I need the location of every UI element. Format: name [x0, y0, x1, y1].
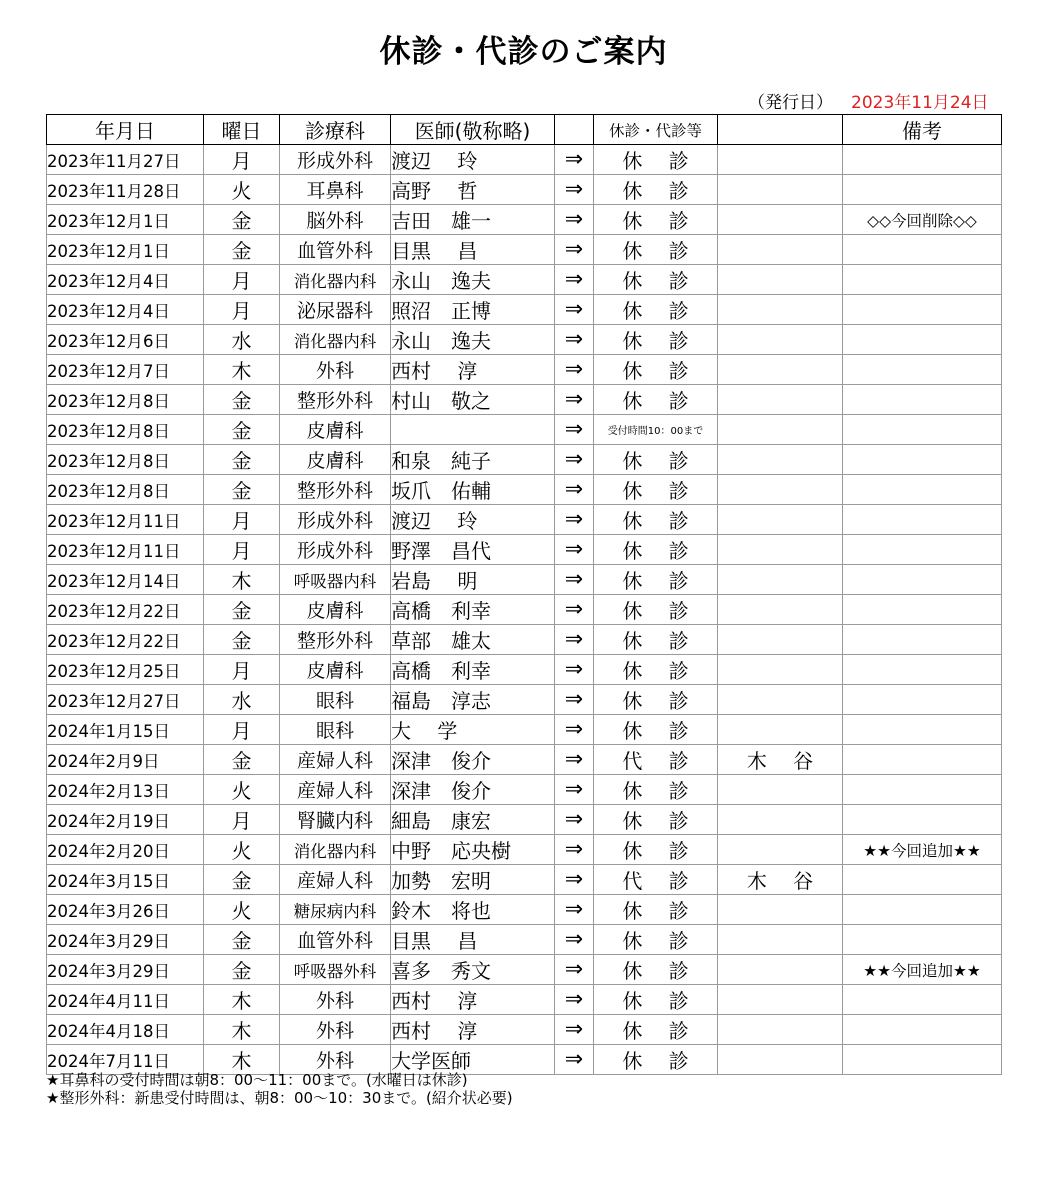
table-row — [47, 385, 1002, 415]
row-date: 2023年12月1日 — [47, 235, 204, 265]
row-remarks — [843, 235, 1002, 265]
table-row — [47, 775, 1002, 805]
row-arrow-icon: ⇒ — [555, 445, 594, 475]
row-department: 形成外科 — [280, 535, 391, 565]
row-status: 休 診 — [594, 355, 718, 385]
row-day: 火 — [204, 775, 280, 805]
row-substitute — [718, 565, 843, 595]
row-day: 金 — [204, 385, 280, 415]
row-status: 代 診 — [594, 745, 718, 775]
table-row — [47, 865, 1002, 895]
row-substitute — [718, 325, 843, 355]
row-arrow-icon: ⇒ — [555, 565, 594, 595]
row-department: 皮膚科 — [280, 415, 391, 445]
table-row — [47, 145, 1002, 175]
row-doctor: 細島 康宏 — [391, 805, 555, 835]
row-doctor: 高橋 利幸 — [391, 655, 555, 685]
row-status: 休 診 — [594, 325, 718, 355]
row-remarks — [843, 415, 1002, 445]
table-row — [47, 415, 1002, 445]
row-substitute — [718, 835, 843, 865]
row-doctor: 照沼 正博 — [391, 295, 555, 325]
row-remarks — [843, 925, 1002, 955]
row-day: 金 — [204, 745, 280, 775]
row-status: 休 診 — [594, 265, 718, 295]
row-substitute — [718, 385, 843, 415]
row-substitute — [718, 625, 843, 655]
row-status: 休 診 — [594, 625, 718, 655]
row-substitute — [718, 955, 843, 985]
row-day: 月 — [204, 805, 280, 835]
table-row — [47, 835, 1002, 865]
row-day: 火 — [204, 835, 280, 865]
issue-date: 2023年11月24日 — [851, 93, 989, 113]
row-status: 休 診 — [594, 1015, 718, 1045]
row-arrow-icon: ⇒ — [555, 865, 594, 895]
row-arrow-icon: ⇒ — [555, 655, 594, 685]
row-status: 休 診 — [594, 145, 718, 175]
row-substitute — [718, 655, 843, 685]
row-remarks — [843, 595, 1002, 625]
row-doctor: 草部 雄太 — [391, 625, 555, 655]
row-remarks — [843, 865, 1002, 895]
row-remarks — [843, 355, 1002, 385]
row-substitute — [718, 895, 843, 925]
row-arrow-icon: ⇒ — [555, 235, 594, 265]
row-remarks: ★★今回追加★★ — [843, 955, 1002, 985]
row-date: 2024年4月18日 — [47, 1015, 204, 1045]
row-department: 血管外科 — [280, 235, 391, 265]
row-arrow-icon: ⇒ — [555, 745, 594, 775]
row-status: 休 診 — [594, 235, 718, 265]
row-arrow-icon: ⇒ — [555, 715, 594, 745]
row-substitute — [718, 1045, 843, 1075]
row-remarks — [843, 445, 1002, 475]
row-department: 外科 — [280, 985, 391, 1015]
row-doctor: 永山 逸夫 — [391, 265, 555, 295]
row-date: 2023年12月8日 — [47, 475, 204, 505]
row-doctor: 和泉 純子 — [391, 445, 555, 475]
row-date: 2023年12月14日 — [47, 565, 204, 595]
row-date: 2023年12月6日 — [47, 325, 204, 355]
row-department: 産婦人科 — [280, 865, 391, 895]
row-status: 休 診 — [594, 475, 718, 505]
row-department: 呼吸器外科 — [280, 955, 391, 985]
row-doctor: 渡辺 玲 — [391, 145, 555, 175]
table-row — [47, 955, 1002, 985]
row-remarks — [843, 1015, 1002, 1045]
header-status: 休診・代診等 — [594, 115, 718, 145]
row-doctor: 大学医師 — [391, 1045, 555, 1075]
footer-note: ★整形外科：新患受付時間は、朝8：00～10：30まで。(紹介状必要) — [46, 1089, 513, 1107]
row-doctor: 村山 敬之 — [391, 385, 555, 415]
row-arrow-icon: ⇒ — [555, 685, 594, 715]
row-substitute — [718, 415, 843, 445]
page-title: 休診・代診のご案内 — [379, 34, 668, 70]
row-remarks — [843, 685, 1002, 715]
row-day: 木 — [204, 1015, 280, 1045]
row-department: 消化器内科 — [280, 265, 391, 295]
row-remarks — [843, 295, 1002, 325]
row-department: 糖尿病内科 — [280, 895, 391, 925]
row-department: 泌尿器科 — [280, 295, 391, 325]
row-arrow-icon: ⇒ — [555, 355, 594, 385]
row-day: 金 — [204, 475, 280, 505]
row-substitute — [718, 295, 843, 325]
row-substitute — [718, 715, 843, 745]
row-date: 2023年11月27日 — [47, 145, 204, 175]
row-substitute: 木 谷 — [718, 865, 843, 895]
row-remarks — [843, 745, 1002, 775]
row-status: 休 診 — [594, 175, 718, 205]
row-substitute — [718, 235, 843, 265]
row-arrow-icon: ⇒ — [555, 925, 594, 955]
header-row — [47, 115, 1002, 145]
row-day: 火 — [204, 175, 280, 205]
row-arrow-icon: ⇒ — [555, 1045, 594, 1075]
row-day: 月 — [204, 505, 280, 535]
row-department: 皮膚科 — [280, 445, 391, 475]
row-substitute — [718, 265, 843, 295]
row-status: 休 診 — [594, 835, 718, 865]
row-doctor: 加勢 宏明 — [391, 865, 555, 895]
row-substitute — [718, 775, 843, 805]
row-remarks — [843, 175, 1002, 205]
schedule-table — [46, 114, 1002, 1075]
row-doctor: 永山 逸夫 — [391, 325, 555, 355]
table-row — [47, 655, 1002, 685]
row-day: 火 — [204, 895, 280, 925]
issue-date-line — [748, 88, 989, 113]
table-row — [47, 895, 1002, 925]
row-remarks — [843, 475, 1002, 505]
table-row — [47, 985, 1002, 1015]
row-day: 水 — [204, 685, 280, 715]
row-doctor: 喜多 秀文 — [391, 955, 555, 985]
row-arrow-icon: ⇒ — [555, 595, 594, 625]
row-substitute — [718, 985, 843, 1015]
row-day: 木 — [204, 1045, 280, 1075]
row-date: 2024年3月26日 — [47, 895, 204, 925]
row-department: 整形外科 — [280, 625, 391, 655]
row-status: 休 診 — [594, 205, 718, 235]
row-date: 2023年12月8日 — [47, 415, 204, 445]
row-status: 休 診 — [594, 595, 718, 625]
table-row — [47, 295, 1002, 325]
row-day: 月 — [204, 715, 280, 745]
row-department: 皮膚科 — [280, 595, 391, 625]
row-doctor: 渡辺 玲 — [391, 505, 555, 535]
row-arrow-icon: ⇒ — [555, 535, 594, 565]
row-department: 形成外科 — [280, 505, 391, 535]
row-doctor: 目黒 昌 — [391, 235, 555, 265]
row-arrow-icon: ⇒ — [555, 1015, 594, 1045]
row-department: 皮膚科 — [280, 655, 391, 685]
row-department: 耳鼻科 — [280, 175, 391, 205]
table-row — [47, 625, 1002, 655]
row-remarks — [843, 535, 1002, 565]
row-remarks — [843, 385, 1002, 415]
row-status: 代 診 — [594, 865, 718, 895]
row-department: 産婦人科 — [280, 745, 391, 775]
row-arrow-icon: ⇒ — [555, 205, 594, 235]
row-department: 外科 — [280, 1045, 391, 1075]
row-status: 休 診 — [594, 895, 718, 925]
row-day: 月 — [204, 265, 280, 295]
row-doctor: 鈴木 将也 — [391, 895, 555, 925]
row-date: 2024年1月15日 — [47, 715, 204, 745]
table-row — [47, 355, 1002, 385]
table-row — [47, 325, 1002, 355]
row-day: 月 — [204, 535, 280, 565]
row-department: 形成外科 — [280, 145, 391, 175]
row-arrow-icon: ⇒ — [555, 295, 594, 325]
row-day: 金 — [204, 445, 280, 475]
table-row — [47, 565, 1002, 595]
row-substitute — [718, 925, 843, 955]
table-row — [47, 175, 1002, 205]
row-substitute — [718, 355, 843, 385]
row-arrow-icon: ⇒ — [555, 775, 594, 805]
row-substitute — [718, 175, 843, 205]
row-day: 月 — [204, 655, 280, 685]
row-day: 金 — [204, 925, 280, 955]
row-remarks — [843, 565, 1002, 595]
row-date: 2023年12月22日 — [47, 625, 204, 655]
row-date: 2024年3月15日 — [47, 865, 204, 895]
row-remarks — [843, 985, 1002, 1015]
row-department: 整形外科 — [280, 385, 391, 415]
row-doctor: 深津 俊介 — [391, 745, 555, 775]
table-row — [47, 715, 1002, 745]
row-remarks — [843, 625, 1002, 655]
row-doctor: 深津 俊介 — [391, 775, 555, 805]
row-status: 休 診 — [594, 805, 718, 835]
table-row — [47, 805, 1002, 835]
row-day: 金 — [204, 955, 280, 985]
row-status: 休 診 — [594, 985, 718, 1015]
row-substitute — [718, 685, 843, 715]
row-doctor: 吉田 雄一 — [391, 205, 555, 235]
row-arrow-icon: ⇒ — [555, 835, 594, 865]
row-status: 休 診 — [594, 385, 718, 415]
row-day: 金 — [204, 625, 280, 655]
row-day: 木 — [204, 985, 280, 1015]
table-row — [47, 745, 1002, 775]
row-substitute — [718, 535, 843, 565]
row-status: 休 診 — [594, 505, 718, 535]
row-doctor: 目黒 昌 — [391, 925, 555, 955]
row-date: 2024年4月11日 — [47, 985, 204, 1015]
row-department: 眼科 — [280, 685, 391, 715]
row-arrow-icon: ⇒ — [555, 385, 594, 415]
row-status: 受付時間10：00まで — [594, 415, 718, 445]
row-day: 金 — [204, 595, 280, 625]
row-remarks — [843, 715, 1002, 745]
header-department: 診療科 — [280, 115, 391, 145]
row-arrow-icon: ⇒ — [555, 505, 594, 535]
row-day: 金 — [204, 205, 280, 235]
row-substitute — [718, 205, 843, 235]
row-date: 2023年12月11日 — [47, 505, 204, 535]
row-remarks — [843, 895, 1002, 925]
row-day: 金 — [204, 415, 280, 445]
row-day: 水 — [204, 325, 280, 355]
row-date: 2023年12月8日 — [47, 385, 204, 415]
row-status: 休 診 — [594, 925, 718, 955]
row-date: 2023年12月7日 — [47, 355, 204, 385]
header-substitute — [718, 115, 843, 145]
row-doctor: 野澤 昌代 — [391, 535, 555, 565]
row-arrow-icon: ⇒ — [555, 805, 594, 835]
row-arrow-icon: ⇒ — [555, 265, 594, 295]
row-substitute — [718, 1015, 843, 1045]
row-doctor: 高橋 利幸 — [391, 595, 555, 625]
row-arrow-icon: ⇒ — [555, 415, 594, 445]
header-day: 曜日 — [204, 115, 280, 145]
row-date: 2024年2月13日 — [47, 775, 204, 805]
table-row — [47, 925, 1002, 955]
row-date: 2023年12月1日 — [47, 205, 204, 235]
row-date: 2023年12月8日 — [47, 445, 204, 475]
row-day: 月 — [204, 295, 280, 325]
row-doctor: 西村 淳 — [391, 355, 555, 385]
row-department: 脳外科 — [280, 205, 391, 235]
table-row — [47, 595, 1002, 625]
row-arrow-icon: ⇒ — [555, 895, 594, 925]
row-department: 眼科 — [280, 715, 391, 745]
row-remarks — [843, 805, 1002, 835]
row-status: 休 診 — [594, 715, 718, 745]
table-row — [47, 1015, 1002, 1045]
row-department: 消化器内科 — [280, 325, 391, 355]
row-day: 木 — [204, 355, 280, 385]
row-department: 消化器内科 — [280, 835, 391, 865]
table-row — [47, 235, 1002, 265]
header-date: 年月日 — [47, 115, 204, 145]
row-date: 2023年12月22日 — [47, 595, 204, 625]
row-department: 整形外科 — [280, 475, 391, 505]
issue-date-label: （発行日） — [748, 93, 833, 113]
row-doctor: 岩島 明 — [391, 565, 555, 595]
row-remarks — [843, 1045, 1002, 1075]
row-substitute — [718, 595, 843, 625]
row-date: 2024年2月20日 — [47, 835, 204, 865]
row-day: 月 — [204, 145, 280, 175]
footer-notes — [46, 1071, 513, 1107]
row-status: 休 診 — [594, 775, 718, 805]
row-doctor: 坂爪 佑輔 — [391, 475, 555, 505]
row-doctor — [391, 415, 555, 445]
row-doctor: 大 学 — [391, 715, 555, 745]
row-date: 2023年12月25日 — [47, 655, 204, 685]
row-arrow-icon: ⇒ — [555, 985, 594, 1015]
row-status: 休 診 — [594, 685, 718, 715]
row-status: 休 診 — [594, 445, 718, 475]
table-row — [47, 505, 1002, 535]
table-row — [47, 475, 1002, 505]
footer-note: ★耳鼻科の受付時間は朝8：00～11：00まで。(水曜日は休診) — [46, 1071, 468, 1089]
row-department: 外科 — [280, 355, 391, 385]
row-date: 2023年12月4日 — [47, 295, 204, 325]
row-substitute — [718, 805, 843, 835]
table-row — [47, 1045, 1002, 1075]
row-remarks: ★★今回追加★★ — [843, 835, 1002, 865]
header-remarks: 備考 — [843, 115, 1002, 145]
row-remarks — [843, 775, 1002, 805]
row-date: 2024年3月29日 — [47, 925, 204, 955]
row-date: 2024年7月11日 — [47, 1045, 204, 1075]
row-department: 外科 — [280, 1015, 391, 1045]
row-day: 金 — [204, 235, 280, 265]
table-row — [47, 535, 1002, 565]
row-substitute: 木 谷 — [718, 745, 843, 775]
row-arrow-icon: ⇒ — [555, 175, 594, 205]
row-status: 休 診 — [594, 565, 718, 595]
row-arrow-icon: ⇒ — [555, 625, 594, 655]
row-doctor: 中野 応央樹 — [391, 835, 555, 865]
row-date: 2024年2月9日 — [47, 745, 204, 775]
row-arrow-icon: ⇒ — [555, 325, 594, 355]
row-remarks: ◇◇今回削除◇◇ — [843, 205, 1002, 235]
row-substitute — [718, 445, 843, 475]
row-remarks — [843, 145, 1002, 175]
row-status: 休 診 — [594, 655, 718, 685]
row-department: 腎臓内科 — [280, 805, 391, 835]
row-date: 2024年2月19日 — [47, 805, 204, 835]
row-date: 2023年11月28日 — [47, 175, 204, 205]
row-arrow-icon: ⇒ — [555, 955, 594, 985]
row-arrow-icon: ⇒ — [555, 145, 594, 175]
table-row — [47, 265, 1002, 295]
row-department: 産婦人科 — [280, 775, 391, 805]
row-arrow-icon: ⇒ — [555, 475, 594, 505]
row-doctor: 西村 淳 — [391, 1015, 555, 1045]
row-status: 休 診 — [594, 1045, 718, 1075]
row-status: 休 診 — [594, 535, 718, 565]
row-department: 血管外科 — [280, 925, 391, 955]
table-row — [47, 685, 1002, 715]
row-date: 2024年3月29日 — [47, 955, 204, 985]
row-substitute — [718, 145, 843, 175]
row-doctor: 高野 哲 — [391, 175, 555, 205]
row-substitute — [718, 505, 843, 535]
row-substitute — [718, 475, 843, 505]
row-day: 金 — [204, 865, 280, 895]
row-date: 2023年12月27日 — [47, 685, 204, 715]
row-date: 2023年12月11日 — [47, 535, 204, 565]
row-remarks — [843, 505, 1002, 535]
table-row — [47, 205, 1002, 235]
row-status: 休 診 — [594, 955, 718, 985]
row-day: 木 — [204, 565, 280, 595]
row-doctor: 西村 淳 — [391, 985, 555, 1015]
header-arrow — [555, 115, 594, 145]
row-status: 休 診 — [594, 295, 718, 325]
row-date: 2023年12月4日 — [47, 265, 204, 295]
table-row — [47, 445, 1002, 475]
row-remarks — [843, 265, 1002, 295]
header-doctor: 医師(敬称略) — [391, 115, 555, 145]
row-department: 呼吸器内科 — [280, 565, 391, 595]
row-doctor: 福島 淳志 — [391, 685, 555, 715]
row-remarks — [843, 325, 1002, 355]
row-remarks — [843, 655, 1002, 685]
